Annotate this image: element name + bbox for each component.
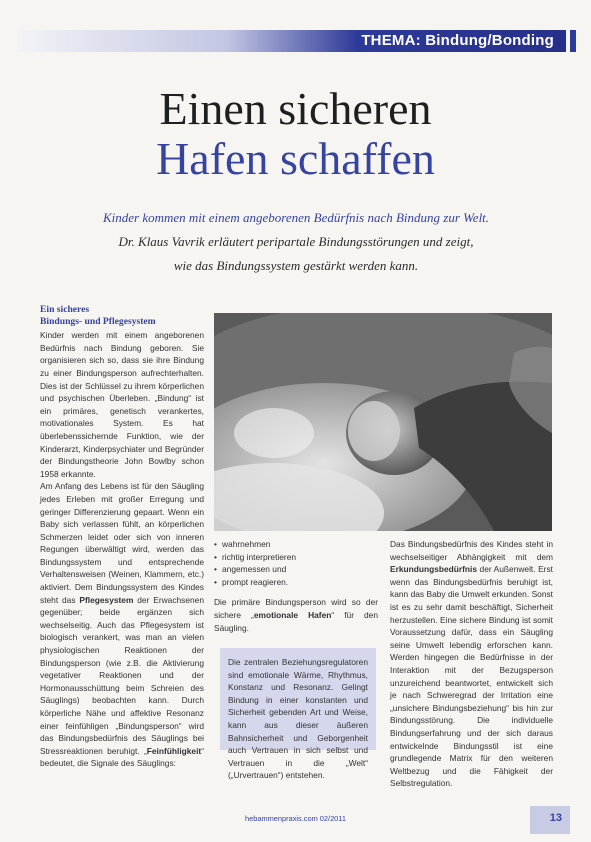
list-item: • richtig interpretieren xyxy=(214,551,378,564)
paragraph-2-text-b: der Erwachsenen gegenüber; beide ergänzen sich wechselseitig. Auch das Pflegesystem ist biologisch verankert, was man an vielen physiologischen Reaktionen der Bindungsperson (wie z.B. die Aktivierung vegetativer Reaktionen und der Hormonausschüttung beim Schreien des Säuglings) beobachten kann. Durch körperliche Nähe und affektive Resonanz einer feinfühligen „Bindungsperson“ wird das Bindungsbedürfnis des Säuglings bei Stressreaktionen beruhigt. „ xyxy=(40,594,204,756)
baby-hand-photo xyxy=(214,313,552,531)
title-line-2: Hafen schaffen xyxy=(156,133,435,184)
right-paragraph xyxy=(390,538,553,790)
term-emotionaler-hafen: emotionale Hafen xyxy=(253,609,332,620)
section-label: THEMA: Bindung/Bonding xyxy=(361,32,554,49)
subheading xyxy=(40,304,204,327)
column-left xyxy=(40,304,204,770)
list-item: • angemessen und xyxy=(214,563,378,576)
section-header-bar xyxy=(18,30,566,52)
quote-text: Die zentralen Beziehungsregulatoren sind emotionale Wärme, Rhythmus, Konstanz und Resonanz. Gelingt Bindung in einer konstanten und Sicherheit gebenden Art und Weise, kann aus dieser äußeren Bahnsicherheit und Geborgenheit auch Vertrauen in sich selbst und Vertrauen in die „Welt“ („Urvertrauen“) entstehen. xyxy=(228,657,368,781)
middle-paragraph xyxy=(214,596,378,634)
lead-line-1: Kinder kommen mit einem angeborenen Bedürfnis nach Bindung zur Welt. xyxy=(102,210,490,225)
feinfuehligkeit-list xyxy=(214,538,378,588)
paragraph-2 xyxy=(40,480,204,770)
right-paragraph-text-a: Das Bindungsbedürfnis des Kindes steht in wechselseitiger Abhängigkeit mit dem xyxy=(390,539,553,562)
paragraph-2-text-a: Am Anfang des Lebens ist für den Säugling jedes Erleben mit großer Erregung und geringer Differenzierung gepaart. Wenn ein Baby sich verlassen fühlt, an körperlichen Schmerzen leidet oder sich von inneren Regungen überwältigt wird, werden das Bindungssystem und entsprechende Verhaltensweisen (Weinen, Klammern, etc.) aktiviert. Dem Bindungssystem des Kindes steht das xyxy=(40,481,204,605)
lead-line-3: wie das Bindungssystem gestärkt werden kann. xyxy=(173,258,419,273)
page-number-tab xyxy=(530,806,570,834)
subheading-line-2: Bindungs- und Pflegesystem xyxy=(40,315,156,327)
term-pflegesystem: Pflegesystem xyxy=(79,594,134,605)
subheading-line-1: Ein sicheres xyxy=(40,304,90,315)
paragraph-2-text-c: “ bedeutet, die Signale des Säuglings: xyxy=(40,745,204,769)
footer-publication: hebammenpraxis.com 02/2011 xyxy=(245,814,346,823)
lead-line-2: Dr. Klaus Vavrik erläutert peripartale Bindungsstörungen und zeigt, xyxy=(118,234,474,249)
title-line-1: Einen sicheren xyxy=(159,83,432,134)
term-erkundungsbeduerfnis: Erkundungsbedürfnis xyxy=(390,564,478,575)
right-paragraph-text-b: der Außenwelt. Erst wenn das Bindungsbedürfnis beruhigt ist, kann das Baby die Umwelt erkunden. Sonst ist es zu sehr damit beschäftigt, Sicherheit herzustellen. Eine sichere Bindung ist somit Voraussetzung dafür, dass ein Säugling seine Umwelt lebendig erforschen kann. Werden hingegen die Bedürfnisse in der Interaktion mit der Bezugsperson unzureichend beantwortet, entwickelt sich je nach Schweregrad der Irritation eine „unsichere Bindungsbeziehung“ bis hin zur Bindungsstörung. Die individuelle Bindungserfahrung und der sich daraus entwickelnde Bindungsstil ist eine grundlegende Matrix für den weiteren Weltbezug und die Fähigkeit der Selbstregulation. xyxy=(390,564,553,789)
middle-paragraph-text-a: Die primäre Bindungsperson wird so der sichere „ xyxy=(214,597,378,620)
term-feinfuehligkeit: Feinfühligkeit xyxy=(146,745,202,756)
column-middle xyxy=(214,538,378,634)
column-right xyxy=(390,538,553,790)
page-number: 13 xyxy=(549,812,562,824)
list-item: • wahrnehmen xyxy=(214,538,378,551)
lead-paragraph xyxy=(40,206,552,278)
header-edge-block xyxy=(570,30,576,52)
paragraph-1: Kinder werden mit einem angeborenen Bedürfnis nach Bindung geboren. Sie organisieren sich so, dass sie ihre Bindung zu einer Bindungsperson aufrechterhalten. Dies ist der Schlüssel zu ihrem körperlichen und psychischen Überleben. „Bindung“ ist ein primäres, genetisch verankertes, motivationales System. Es hat überlebenssichernde Funktion, wie der Kinderarzt, Kinderpsychiater und Begründer der Bindungstheorie John Bowlby schon 1958 erkannte. xyxy=(40,330,204,479)
middle-paragraph-text-b: “ für den Säugling. xyxy=(214,609,378,633)
quote-box xyxy=(220,648,376,781)
list-item: • prompt reagieren. xyxy=(214,576,378,589)
